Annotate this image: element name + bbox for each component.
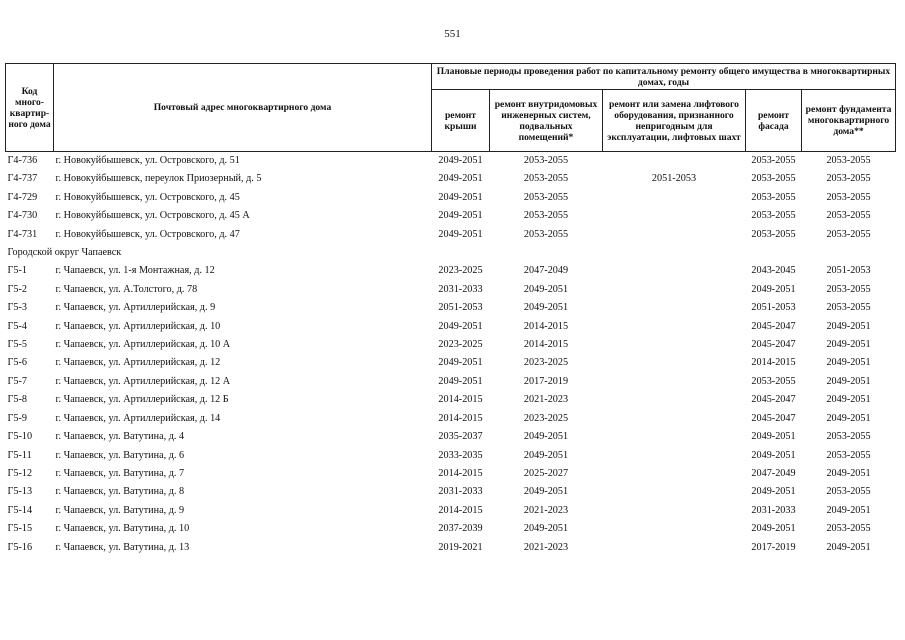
cell-facade: 2049-2051 xyxy=(751,449,796,461)
cell-facade: 2031-2033 xyxy=(751,504,796,516)
cell-facade: 2053-2055 xyxy=(751,228,796,240)
cell-elevator xyxy=(603,447,746,465)
cell-systems: 2021-2023 xyxy=(523,394,569,406)
cell-elevator xyxy=(603,262,746,280)
cell-address: г. Чапаевск, ул. Ватутина, д. 7 xyxy=(55,467,185,479)
cell-elevator xyxy=(603,465,746,483)
cell-systems: 2021-2023 xyxy=(523,541,569,553)
cell-facade: 2049-2051 xyxy=(751,523,796,535)
cell-foundation: 2049-2051 xyxy=(826,357,871,369)
header-facade: ремонт фасада xyxy=(746,90,802,152)
cell-foundation: 2053-2055 xyxy=(826,173,871,185)
cell-systems: 2049-2051 xyxy=(523,283,569,295)
cell-systems: 2049-2051 xyxy=(523,431,569,443)
cell-systems: 2014-2015 xyxy=(523,339,569,351)
cell-systems: 2047-2049 xyxy=(523,265,569,277)
table-row xyxy=(6,207,896,225)
cell-systems: 2049-2051 xyxy=(523,449,569,461)
cell-foundation: 2053-2055 xyxy=(826,431,871,443)
cell-roof: 2014-2015 xyxy=(438,467,483,479)
table-row xyxy=(6,465,896,483)
cell-elevator xyxy=(603,539,746,557)
header-periods: Плановые периоды проведения работ по капитальному ремонту общего имущества в многоквартирных домах, годы xyxy=(432,64,896,90)
header-elevator: ремонт или замена лифтового оборудования, признанного непригодным для эксплуатации, лифтовых шахт xyxy=(603,90,746,152)
cell-systems: 2053-2055 xyxy=(523,228,569,240)
cell-roof: 2049-2051 xyxy=(438,191,483,203)
cell-address: г. Новокуйбышевск, ул. Островского, д. 45 А xyxy=(55,210,250,222)
cell-facade: 2045-2047 xyxy=(751,320,796,332)
cell-systems: 2014-2015 xyxy=(523,320,569,332)
table-row xyxy=(6,391,896,409)
cell-facade: 2043-2045 xyxy=(751,265,796,277)
cell-facade: 2045-2047 xyxy=(751,412,796,424)
cell-code: Г5-11 xyxy=(7,449,32,461)
cell-elevator xyxy=(603,520,746,538)
cell-address: г. Чапаевск, ул. Артиллерийская, д. 10 А xyxy=(55,339,231,351)
cell-facade: 2045-2047 xyxy=(751,394,796,406)
cell-code: Г5-7 xyxy=(7,375,27,387)
cell-address: г. Чапаевск, ул. Артиллерийская, д. 9 xyxy=(55,302,216,314)
table-row xyxy=(6,354,896,372)
cell-code: Г4-729 xyxy=(7,191,38,203)
cell-elevator xyxy=(603,318,746,336)
cell-systems: 2025-2027 xyxy=(523,467,569,479)
cell-facade: 2053-2055 xyxy=(751,173,796,185)
table-row xyxy=(6,336,896,354)
cell-address: г. Чапаевск, ул. Артиллерийская, д. 12 А xyxy=(55,375,231,387)
cell-address: г. Чапаевск, ул. Ватутина, д. 10 xyxy=(55,523,190,535)
cell-facade: 2045-2047 xyxy=(751,339,796,351)
table-row xyxy=(6,281,896,299)
table-row xyxy=(6,428,896,446)
cell-foundation: 2053-2055 xyxy=(826,523,871,535)
table-body xyxy=(6,152,896,557)
cell-roof: 2031-2033 xyxy=(438,283,483,295)
cell-roof: 2014-2015 xyxy=(438,504,483,516)
section-row xyxy=(6,244,896,262)
cell-foundation: 2049-2051 xyxy=(826,320,871,332)
cell-facade: 2053-2055 xyxy=(751,210,796,222)
cell-elevator: 2051-2053 xyxy=(651,173,697,185)
cell-facade: 2017-2019 xyxy=(751,541,796,553)
table-row xyxy=(6,520,896,538)
cell-foundation: 2049-2051 xyxy=(826,467,871,479)
cell-code: Г4-736 xyxy=(6,152,54,171)
cell-roof: 2049-2051 xyxy=(438,375,483,387)
cell-roof: 2049-2051 xyxy=(438,357,483,369)
cell-systems: 2023-2025 xyxy=(523,357,569,369)
cell-elevator xyxy=(603,336,746,354)
cell-systems: 2049-2051 xyxy=(523,523,569,535)
cell-elevator xyxy=(603,428,746,446)
cell-elevator xyxy=(603,391,746,409)
cell-address: г. Чапаевск, ул. Ватутина, д. 8 xyxy=(55,486,185,498)
cell-roof: 2049-2051 xyxy=(438,320,483,332)
header-address: Почтовый адрес многоквартирного дома xyxy=(54,64,432,152)
header-roof: ремонт крыши xyxy=(432,90,490,152)
cell-code: Г5-10 xyxy=(7,431,33,443)
cell-elevator xyxy=(603,354,746,372)
cell-foundation: 2049-2051 xyxy=(826,375,871,387)
cell-code: Г5-15 xyxy=(7,523,33,535)
cell-systems: 2023-2025 xyxy=(523,412,569,424)
cell-roof: 2031-2033 xyxy=(438,486,483,498)
table-row xyxy=(6,539,896,557)
cell-code: Г5-2 xyxy=(7,283,27,295)
cell-facade: 2049-2051 xyxy=(751,486,796,498)
cell-address: г. Чапаевск, ул. Ватутина, д. 9 xyxy=(55,504,185,516)
cell-roof: 2049-2051 xyxy=(438,228,483,240)
cell-code: Г4-731 xyxy=(7,228,38,240)
table-row xyxy=(6,447,896,465)
cell-foundation: 2053-2055 xyxy=(826,486,871,498)
cell-address: г. Чапаевск, ул. А.Толстого, д. 78 xyxy=(55,283,198,295)
cell-facade: 2049-2051 xyxy=(751,431,796,443)
cell-roof: 2049-2051 xyxy=(438,210,483,222)
cell-foundation: 2053-2055 xyxy=(826,191,871,203)
header-code: Код много-квартир-ного дома xyxy=(6,64,54,152)
cell-systems: 2053-2055 xyxy=(490,152,603,171)
cell-systems: 2053-2055 xyxy=(523,173,569,185)
cell-facade: 2051-2053 xyxy=(751,302,796,314)
cell-foundation: 2053-2055 xyxy=(826,228,871,240)
cell-foundation: 2049-2051 xyxy=(826,339,871,351)
table-row xyxy=(6,318,896,336)
cell-elevator xyxy=(603,373,746,391)
cell-address: г. Чапаевск, ул. Ватутина, д. 13 xyxy=(55,541,190,553)
cell-address: г. Чапаевск, ул. Ватутина, д. 4 xyxy=(55,431,185,443)
cell-code: Г5-13 xyxy=(7,486,33,498)
cell-foundation: 2053-2055 xyxy=(826,449,871,461)
cell-facade: 2047-2049 xyxy=(751,467,796,479)
cell-elevator xyxy=(603,483,746,501)
cell-foundation: 2049-2051 xyxy=(826,541,871,553)
cell-systems: 2053-2055 xyxy=(523,191,569,203)
cell-facade: 2014-2015 xyxy=(751,357,796,369)
header-systems: ремонт внутридомовых инженерных систем, подвальных помещений* xyxy=(490,90,603,152)
table-row xyxy=(6,299,896,317)
cell-foundation: 2053-2055 xyxy=(826,210,871,222)
cell-address: г. Чапаевск, ул. Артиллерийская, д. 12 Б xyxy=(55,394,229,406)
cell-roof: 2023-2025 xyxy=(438,339,483,351)
cell-code: Г4-730 xyxy=(7,210,38,222)
cell-roof: 2023-2025 xyxy=(438,265,483,277)
section-title: Городской округ Чапаевск xyxy=(7,247,122,259)
cell-code: Г5-4 xyxy=(7,320,27,332)
cell-address: г. Чапаевск, ул. 1-я Монтажная, д. 12 xyxy=(55,265,215,277)
cell-roof: 2049-2051 xyxy=(432,152,490,171)
cell-elevator xyxy=(603,207,746,225)
cell-foundation: 2053-2055 xyxy=(826,302,871,314)
cell-foundation: 2049-2051 xyxy=(826,394,871,406)
cell-elevator xyxy=(603,226,746,244)
cell-foundation: 2053-2055 xyxy=(826,283,871,295)
table-row xyxy=(6,262,896,280)
cell-address: г. Чапаевск, ул. Артиллерийская, д. 12 xyxy=(55,357,221,369)
cell-address: г. Чапаевск, ул. Артиллерийская, д. 14 xyxy=(55,412,221,424)
cell-code: Г5-1 xyxy=(7,265,27,277)
cell-code: Г5-3 xyxy=(7,302,27,314)
table-row xyxy=(6,170,896,188)
cell-foundation: 2053-2055 xyxy=(802,152,896,171)
cell-code: Г4-737 xyxy=(7,173,38,185)
cell-code: Г5-5 xyxy=(7,339,27,351)
cell-foundation: 2049-2051 xyxy=(826,412,871,424)
cell-code: Г5-16 xyxy=(7,541,33,553)
cell-facade: 2053-2055 xyxy=(746,152,802,171)
table-row xyxy=(6,152,896,171)
cell-elevator xyxy=(603,299,746,317)
cell-code: Г5-14 xyxy=(7,504,33,516)
cell-facade: 2053-2055 xyxy=(751,191,796,203)
cell-systems: 2021-2023 xyxy=(523,504,569,516)
cell-systems: 2017-2019 xyxy=(523,375,569,387)
cell-code: Г5-6 xyxy=(7,357,27,369)
cell-code: Г5-9 xyxy=(7,412,27,424)
cell-address: г. Новокуйбышевск, ул. Островского, д. 45 xyxy=(55,191,240,203)
table-row xyxy=(6,483,896,501)
table-row xyxy=(6,410,896,428)
table-row xyxy=(6,502,896,520)
table-row xyxy=(6,373,896,391)
cell-roof: 2035-2037 xyxy=(438,431,483,443)
cell-systems: 2053-2055 xyxy=(523,210,569,222)
cell-roof: 2014-2015 xyxy=(438,394,483,406)
table-row xyxy=(6,226,896,244)
page-number: 551 xyxy=(444,28,461,40)
cell-facade: 2053-2055 xyxy=(751,375,796,387)
table-header xyxy=(6,64,896,152)
cell-elevator xyxy=(603,502,746,520)
repair-schedule-table xyxy=(5,63,896,557)
cell-code: Г5-12 xyxy=(7,467,33,479)
cell-foundation: 2051-2053 xyxy=(826,265,871,277)
cell-roof: 2051-2053 xyxy=(438,302,483,314)
cell-address: г. Новокуйбышевск, переулок Приозерный, д. 5 xyxy=(55,173,262,185)
cell-elevator xyxy=(603,410,746,428)
cell-facade: 2049-2051 xyxy=(751,283,796,295)
cell-roof: 2019-2021 xyxy=(438,541,483,553)
cell-systems: 2049-2051 xyxy=(523,302,569,314)
cell-address: г. Чапаевск, ул. Артиллерийская, д. 10 xyxy=(55,320,221,332)
cell-address: г. Чапаевск, ул. Ватутина, д. 6 xyxy=(55,449,185,461)
header-foundation: ремонт фундамента многоквартирного дома** xyxy=(802,90,896,152)
cell-code: Г5-8 xyxy=(7,394,27,406)
cell-elevator xyxy=(603,281,746,299)
cell-roof: 2037-2039 xyxy=(438,523,483,535)
cell-roof: 2033-2035 xyxy=(438,449,483,461)
cell-elevator xyxy=(603,152,746,171)
cell-systems: 2049-2051 xyxy=(523,486,569,498)
cell-address: г. Новокуйбышевск, ул. Островского, д. 47 xyxy=(55,228,240,240)
cell-roof: 2014-2015 xyxy=(438,412,483,424)
cell-roof: 2049-2051 xyxy=(438,173,483,185)
cell-elevator xyxy=(603,189,746,207)
cell-address: г. Новокуйбышевск, ул. Островского, д. 51 xyxy=(54,152,432,171)
table-row xyxy=(6,189,896,207)
cell-foundation: 2049-2051 xyxy=(826,504,871,516)
